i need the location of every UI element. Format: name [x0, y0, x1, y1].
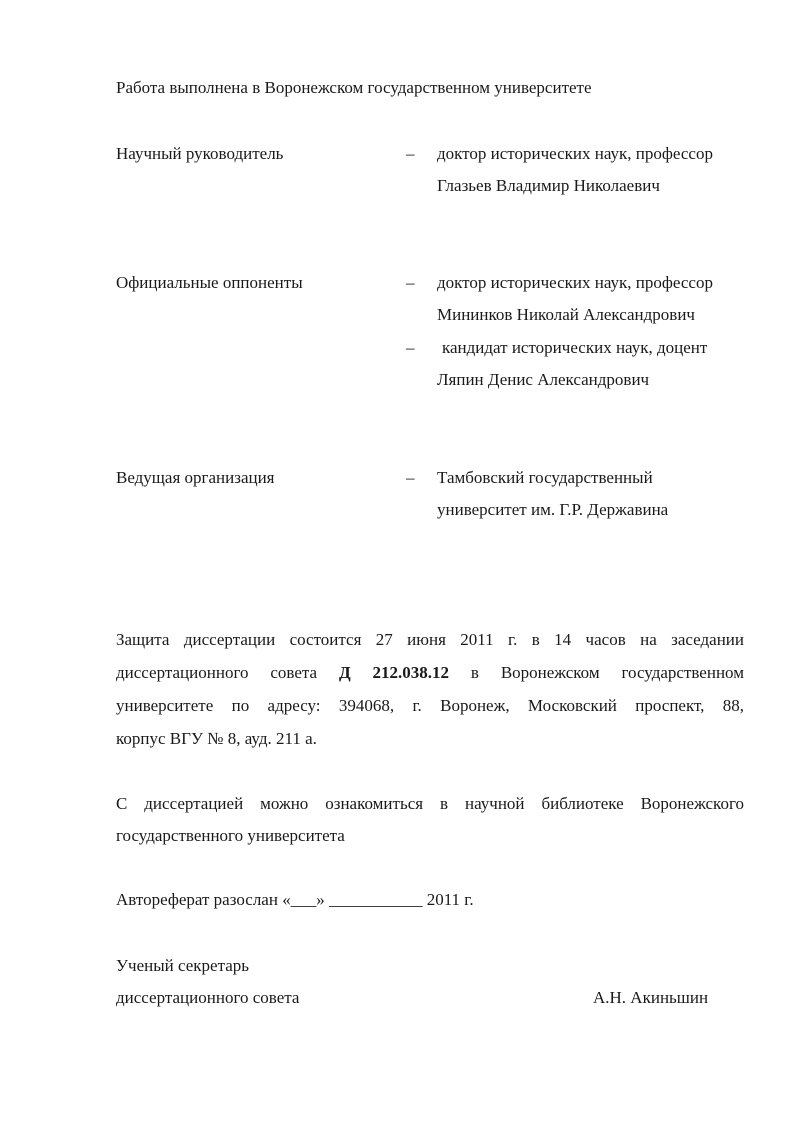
library-line-1: С диссертацией можно ознакомиться в научной библиотеке Воронежского — [116, 794, 744, 813]
library-line-2: государственного университета — [116, 826, 345, 845]
leading-org-line2: университет им. Г.Р. Державина — [437, 500, 669, 519]
supervisor-label: Научный руководитель — [116, 144, 284, 163]
secretary-name: А.Н. Акиньшин — [593, 988, 709, 1007]
supervisor-degree: доктор исторических наук, профессор — [437, 144, 713, 163]
opponent-2-name: Ляпин Денис Александрович — [437, 370, 650, 389]
secretary-title: Ученый секретарь — [116, 956, 250, 975]
leading-org-dash: – — [406, 468, 415, 487]
defense-line-2-post: в Воронежском государственном — [449, 663, 744, 682]
defense-line-2-pre: диссертационного совета — [116, 663, 339, 682]
council-code: Д 212.038.12 — [338, 663, 450, 682]
secretary-council: диссертационного совета — [116, 988, 300, 1007]
opponent-2-degree: кандидат исторических наук, доцент — [442, 338, 708, 357]
supervisor-dash: – — [406, 144, 415, 163]
leading-org-line1: Тамбовский государственный — [437, 468, 653, 487]
opponent-1-degree: доктор исторических наук, профессор — [437, 273, 713, 292]
work-place-line: Работа выполнена в Воронежском государственном университете — [116, 78, 592, 97]
defense-line-2 — [116, 663, 744, 683]
opponent-2-dash: – — [406, 338, 415, 357]
defense-line-4: корпус ВГУ № 8, ауд. 211 а. — [116, 729, 317, 748]
leading-org-label: Ведущая организация — [116, 468, 275, 487]
defense-line-3: университете по адресу: 394068, г. Воронеж, Московский проспект, 88, — [116, 696, 744, 715]
mailing-date-line: Автореферат разослан «___» ___________ 2011 г. — [116, 890, 474, 909]
defense-line-1: Защита диссертации состоится 27 июня 2011 г. в 14 часов на заседании — [116, 630, 744, 649]
opponent-1-name: Мининков Николай Александрович — [437, 305, 695, 324]
opponent-1-dash: – — [406, 273, 415, 292]
supervisor-name: Глазьев Владимир Николаевич — [437, 176, 660, 195]
opponents-label: Официальные оппоненты — [116, 273, 303, 292]
